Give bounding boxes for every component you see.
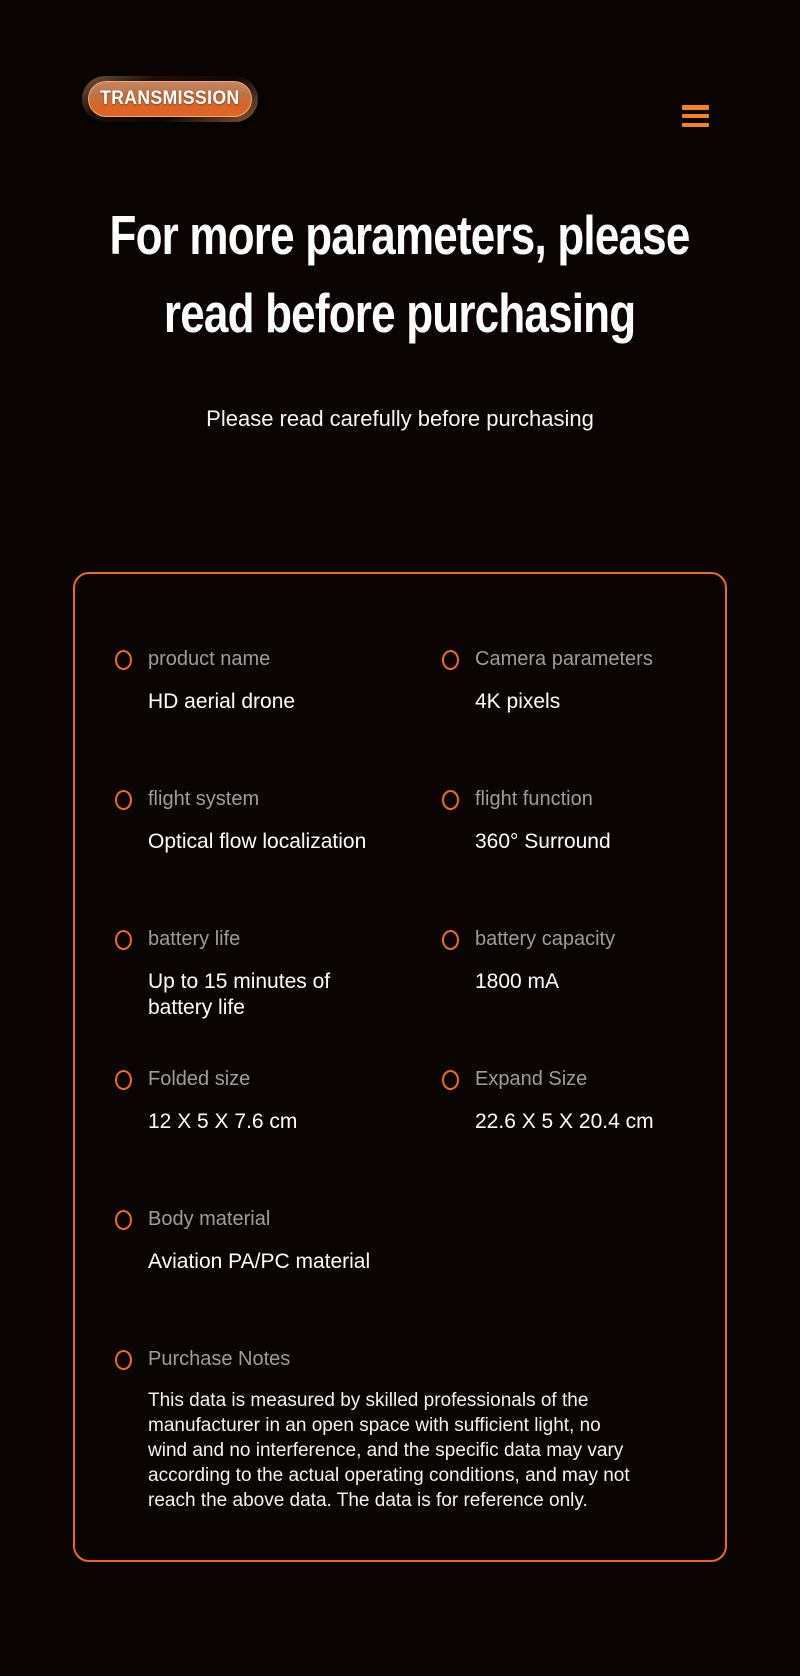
- spec-cell-battery-capacity: [442, 928, 725, 1021]
- spec-value: Aviation PA/PC material: [148, 1250, 371, 1273]
- spec-cell-purchase-notes: [115, 1348, 725, 1513]
- spec-value: 360° Surround: [475, 830, 611, 853]
- spec-value: 22.6 X 5 X 20.4 cm: [475, 1110, 654, 1133]
- spec-cell-folded-size: [115, 1068, 442, 1135]
- spec-value: Optical flow localization: [148, 830, 367, 853]
- page-title: [0, 196, 800, 352]
- spec-label: flight function: [475, 788, 593, 810]
- page-title-line2: read before purchasing: [164, 282, 636, 344]
- spec-row-product: [115, 648, 725, 788]
- spec-row-material: [115, 1208, 725, 1348]
- circle-outline-icon: [115, 1210, 132, 1230]
- spec-value: Up to 15 minutes of battery life: [148, 970, 331, 1019]
- circle-outline-icon: [115, 1350, 132, 1370]
- spec-row-size: [115, 1068, 725, 1208]
- hamburger-menu-icon[interactable]: [682, 105, 709, 127]
- transmission-badge-face: [88, 81, 252, 117]
- page-title-line1: For more parameters, please: [109, 204, 690, 266]
- spec-value: 4K pixels: [475, 690, 561, 713]
- spec-row-battery: [115, 928, 725, 1068]
- transmission-badge-label: TRANSMISSION: [100, 88, 240, 109]
- hamburger-bar: [682, 123, 709, 128]
- spec-value: 1800 mA: [475, 970, 560, 993]
- spec-label: Body material: [148, 1208, 271, 1230]
- spec-cell-body-material: [115, 1208, 442, 1275]
- spec-cell-product-name: [115, 648, 442, 715]
- circle-outline-icon: [115, 790, 132, 810]
- spec-value: HD aerial drone: [148, 690, 296, 713]
- spec-label: flight system: [148, 788, 260, 810]
- spec-row-purchase-notes: [115, 1348, 725, 1513]
- specs-panel: [73, 572, 727, 1562]
- spec-cell-flight-system: [115, 788, 442, 855]
- spec-label: battery capacity: [475, 928, 616, 950]
- spec-cell-expand-size: [442, 1068, 725, 1135]
- spec-label: Folded size: [148, 1068, 251, 1090]
- hamburger-bar: [682, 105, 709, 110]
- spec-cell-battery-life: [115, 928, 442, 1021]
- spec-value: 12 X 5 X 7.6 cm: [148, 1110, 298, 1133]
- transmission-badge[interactable]: [82, 76, 258, 122]
- page-subtitle: Please read carefully before purchasing: [206, 406, 594, 431]
- spec-label: product name: [148, 648, 271, 670]
- spec-label: Purchase Notes: [148, 1348, 291, 1370]
- spec-label: battery life: [148, 928, 241, 950]
- spec-cell-flight-function: [442, 788, 725, 855]
- hamburger-bar: [682, 114, 709, 119]
- spec-row-flight: [115, 788, 725, 928]
- spec-label: Expand Size: [475, 1068, 588, 1090]
- circle-outline-icon: [442, 1070, 459, 1090]
- circle-outline-icon: [115, 650, 132, 670]
- spec-cell-camera-parameters: [442, 648, 725, 715]
- circle-outline-icon: [442, 650, 459, 670]
- spec-label: Camera parameters: [475, 648, 653, 670]
- circle-outline-icon: [442, 790, 459, 810]
- purchase-notes-text: This data is measured by skilled professionals of the manufacturer in an open space with sufficient light, no wind and no interference, and the specific data may vary according to the actual operating conditions, and may not reach the above data. The data is for reference only.: [148, 1390, 630, 1511]
- circle-outline-icon: [442, 930, 459, 950]
- circle-outline-icon: [115, 1070, 132, 1090]
- circle-outline-icon: [115, 930, 132, 950]
